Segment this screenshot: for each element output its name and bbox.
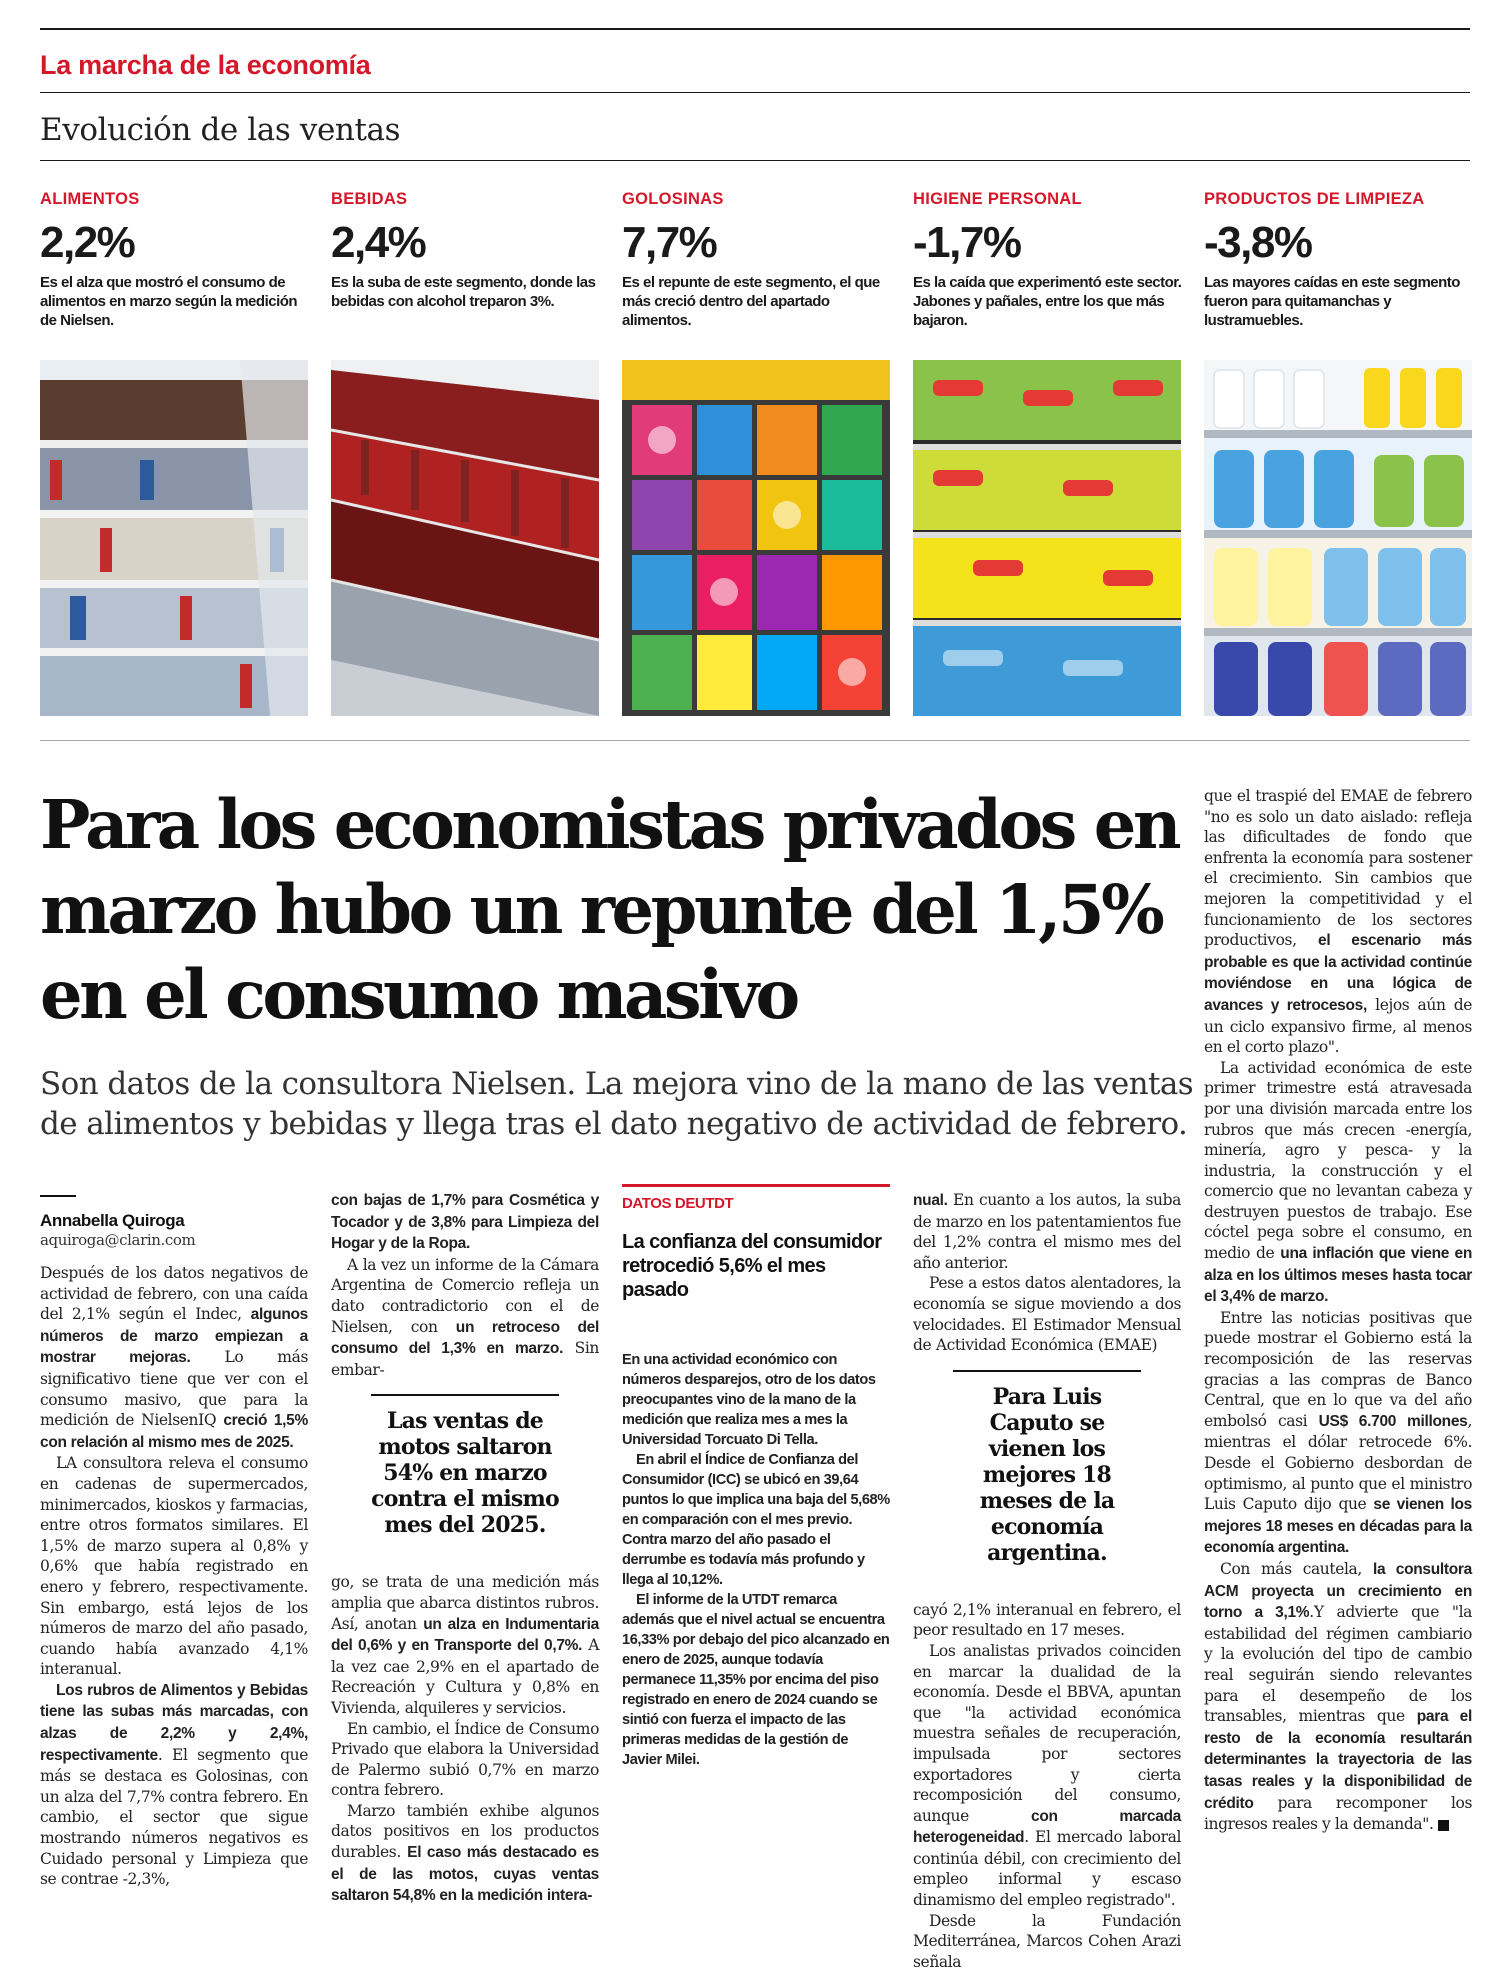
category-bebidas — [331, 190, 601, 311]
paragraph: go, se trata de una medición más amplia que abarca distintos rubros. Así, anotan un alza en Indumentaria del 0,6% y en Transporte del 0,7%. A la vez cae 2,9% en el apartado de Recreación y Cultura y 0,8% en Vivienda, alquileres y servicios. — [331, 1573, 599, 1717]
category-label: PRODUCTOS DE LIMPIEZA — [1204, 190, 1425, 208]
subheadline: Son datos de la consultora Nielsen. La mejora vino de la mano de las ventas de alimentos y bebidas y llega tras el dato negativo de actividad de febrero. — [40, 1066, 1194, 1142]
section-label: La marcha de la economía — [40, 50, 371, 80]
author-email: aquiroga@clarin.com — [40, 1231, 196, 1249]
category-value: 2,2% — [40, 218, 135, 267]
box-label: DATOS DEUTDT — [622, 1184, 890, 1222]
paragraph: Los analistas privados coinciden en marcar la dualidad de la economía. Desde el BBVA, apuntan que "la actividad económica muestra señales de recuperación, impulsada por sectores exportadores y cierta recomposición del consumo, aunque con marcada heterogeneidad. El mercado laboral continúa débil, con crecimiento del empleo informal y escaso dinamismo del empleo registrado". — [913, 1641, 1181, 1910]
category-value: -1,7% — [913, 218, 1021, 267]
category-value: 7,7% — [622, 218, 717, 267]
main-headline: Para los economistas privados en marzo hubo un repunte del 1,5% en el consumo masivo — [40, 785, 1179, 1034]
category-golosinas — [622, 190, 892, 330]
paragraph: cayó 2,1% interanual en febrero, el peor resultado en 17 meses. — [913, 1600, 1181, 1640]
box-paragraph: En abril el Índice de Confianza del Consumidor (ICC) se ubicó en 39,64 puntos lo que implica una baja del 5,68% en comparación con el mes previo. Contra marzo del año pasado el derrumbe es todavía más profundo y llega al 10,12%. — [622, 1452, 890, 1588]
paragraph: nual. En cuanto a los autos, la suba de marzo en los patentamientos fue del 1,2% contra el mismo mes del año anterior. — [913, 1191, 1181, 1272]
supermarket-dairy-shelves-photo — [40, 360, 308, 716]
category-label: GOLOSINAS — [622, 190, 724, 208]
pull-quote-caputo: Para Luis Caputo se vienen los mejores 18 meses de la economía argentina. — [953, 1370, 1141, 1586]
category-description: Es la caída que experimentó este sector. Jabones y pañales, entre los que más bajaron. — [913, 274, 1182, 329]
pull-quote-motos: Las ventas de motos saltaron 54% en marzo contra el mismo mes del 2025. — [371, 1394, 559, 1558]
paragraph: Después de los datos negativos de actividad de febrero, con una caída del 2,1% según el Indec, algunos números de marzo empiezan a mostrar mejoras. Lo más significativo tiene que ver con el consumo masivo, que para la medición de NielsenIQ creció 1,5% con relación al mismo mes de 2025. — [40, 1264, 308, 1451]
box-paragraph: En una actividad económico con números desparejos, otro de los datos preocupantes vino de la mano de la medición que realiza mes a mes la Universidad Torcuato Di Tella. — [622, 1352, 876, 1448]
category-productos-limpieza — [1204, 190, 1474, 330]
diapers-shelf-photo — [913, 360, 1181, 716]
paragraph: Con más cautela, la consultora ACM proyecta un crecimiento en torno a 3,1%.Y advierte que "la estabilidad del régimen cambiario y la evolución del tipo de cambio real seguirán siendo relevantes para el desempeño de los transables, mientras que para el resto de la economía resultarán determinantes la trayectoria de las tasas reales y la disponibilidad de crédito para recomponer los ingresos reales y la demanda". — [1204, 1559, 1473, 1834]
article-column-2 — [331, 1190, 599, 1907]
paragraph: con bajas de 1,7% para Cosmética y Tocador y de 3,8% para Limpieza del Hogar y de la Ropa. — [331, 1192, 599, 1253]
category-higiene-personal — [913, 190, 1183, 330]
candy-display-photo — [622, 360, 890, 716]
article-column-5 — [1204, 786, 1472, 1835]
article-column-1 — [40, 1195, 308, 1890]
paragraph: que el traspié del EMAE de febrero "no es solo un dato aislado: refleja las dificultades de fondo que enfrenta la economía para sostener el crecimiento. Sin cambios que mejoren la competitividad y el funcionamiento de los sectores productivos, el escenario más probable es que la actividad continúe moviéndose en una lógica de avances y retrocesos, lejos aún de un ciclo expansivo firme, al menos en el corto plazo". — [1204, 787, 1472, 1057]
byline-rule — [40, 1195, 76, 1197]
paragraph: LA consultora releva el consumo en cadenas de supermercados, minimercados, kioskos y farmacias, entre otros formatos similares. El 1,5% de marzo supera al 0,8% y 0,6% que había registrado en enero y febrero, respectivamente. Sin embargo, está lejos de los números de marzo del año pasado, cuando había avanzado 4,1% interanual. — [40, 1454, 308, 1679]
category-alimentos — [40, 190, 310, 330]
category-value: 2,4% — [331, 218, 426, 267]
sidebar-box-utdt — [622, 1184, 890, 1770]
category-label: BEBIDAS — [331, 190, 408, 208]
paragraph: La actividad económica de este primer trimestre está atravesada por una división marcada entre los rubros que más crecen -energía, minería, agro y pesca- y la industria, la construcción y el comercio que no levantan cabeza y destruyen puestos de trabajo. Ese cóctel pega sobre el consumo, en medio de una inflación que viene en alza en los últimos meses hasta tocar el 3,4% de marzo. — [1204, 1058, 1472, 1306]
category-description: Es la suba de este segmento, donde las bebidas con alcohol treparon 3%. — [331, 274, 596, 310]
author-name: Annabella Quiroga — [40, 1211, 185, 1230]
paragraph: En cambio, el Índice de Consumo Privado que elabora la Universidad de Palermo subió 0,7% en marzo contra febrero. — [331, 1719, 599, 1800]
category-description: Es el repunte de este segmento, el que más creció dentro del apartado alimentos. — [622, 274, 880, 329]
paragraph: Marzo también exhibe algunos datos positivos en los productos durables. El caso más destacado es el de las motos, cuyas ventas saltaron 54,8% en la medición intera- — [331, 1801, 599, 1905]
category-description: Las mayores caídas en este segmento fueron para quitamanchas y lustramuebles. — [1204, 274, 1460, 329]
category-description: Es el alza que mostró el consumo de alimentos en marzo según la medición de Nielsen. — [40, 274, 298, 329]
section-rule — [40, 92, 1470, 93]
top-rule — [40, 28, 1470, 30]
subsection-rule — [40, 160, 1470, 161]
end-of-article-mark — [1438, 1820, 1449, 1831]
category-label: ALIMENTOS — [40, 190, 140, 208]
category-value: -3,8% — [1204, 218, 1312, 267]
box-paragraph: El informe de la UTDT remarca además que el nivel actual se encuentra 16,33% por debajo del pico alcanzado en enero de 2025, aunque todavía permanece 11,35% por encima del piso registrado en enero de 2024 cuando se sintió con fuerza el impacto de las primeras medidas de la gestión de Javier Milei. — [622, 1592, 890, 1768]
photo-rule — [40, 740, 1470, 741]
cleaning-products-shelf-photo — [1204, 360, 1472, 716]
beverage-aisle-photo — [331, 360, 599, 716]
paragraph: Los rubros de Alimentos y Bebidas tiene las subas más marcadas, con alzas de 2,2% y 2,4%, respectivamente. El segmento que más se destaca es Golosinas, con un alza del 7,7% contra febrero. En cambio, el sector que sigue mostrando números negativos es Cuidado personal y Limpieza que se contrae -2,3%, — [40, 1681, 308, 1889]
paragraph: Entre las noticias positivas que puede mostrar el Gobierno está la recomposición de las reservas gracias a las compras de Banco Central, que en lo que va del año embolsó casi US$ 6.700 millones, mientras el dólar retrocede 6%. Desde el Gobierno desbordan de optimismo, al punto que el ministro Luis Caputo dijo que se vienen los mejores 18 meses en décadas para la economía argentina. — [1204, 1308, 1473, 1557]
article-column-4 — [913, 1190, 1181, 1972]
subsection-title: Evolución de las ventas — [40, 112, 401, 148]
category-label: HIGIENE PERSONAL — [913, 190, 1082, 208]
box-title: La confianza del consumidor retrocedió 5,6% el mes pasado — [622, 1231, 882, 1301]
paragraph: A la vez un informe de la Cámara Argentina de Comercio refleja un dato contradictorio con el de Nielsen, con un retroceso del consumo del 1,3% en marzo. Sin embar- — [331, 1255, 599, 1379]
paragraph: Desde la Fundación Mediterránea, Marcos Cohen Arazi señala — [913, 1911, 1181, 1971]
paragraph: Pese a estos datos alentadores, la economía se sigue moviendo a dos velocidades. El Estimador Mensual de Actividad Económica (EMAE) — [913, 1274, 1181, 1355]
